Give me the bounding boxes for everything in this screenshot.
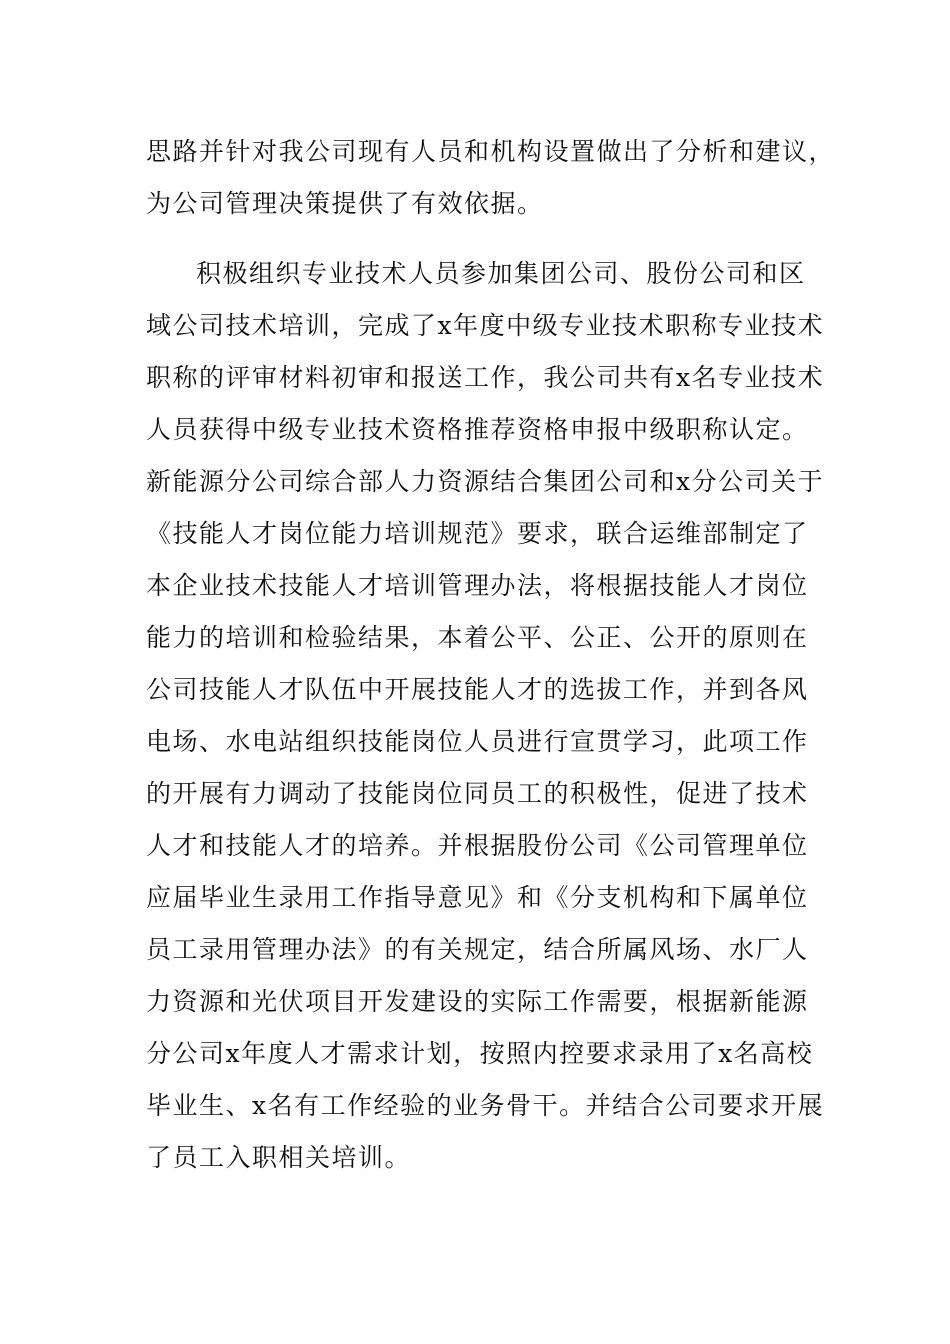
text-line: 能力的培训和检验结果，本着公平、公正、公开的原则在	[146, 623, 809, 652]
text-line: 力资源和光伏项目开发建设的实际工作需要，根据新能源	[146, 987, 809, 1016]
text-line: 的开展有力调动了技能岗位同员工的积极性，促进了技术	[146, 779, 809, 808]
text-line: 毕业生、x名有工作经验的业务骨干。并结合公司要求开展	[146, 1091, 825, 1120]
text-line: 新能源分公司综合部人力资源结合集团公司和x分公司关于	[146, 467, 825, 496]
text-line: 为公司管理决策提供了有效依据。	[146, 189, 544, 218]
text-line: 公司技能人才队伍中开展技能人才的选拔工作，并到各风	[146, 675, 809, 704]
text-line: 分公司x年度人才需求计划，按照内控要求录用了x名高校	[146, 1039, 814, 1068]
paragraph-spacer	[146, 230, 816, 248]
text-line: 职称的评审材料初审和报送工作，我公司共有x名专业技术	[146, 363, 825, 392]
text-line: 本企业技术技能人才培训管理办法，将根据技能人才岗位	[146, 571, 809, 600]
text-line: 人才和技能人才的培养。并根据股份公司《公司管理单位	[146, 831, 809, 860]
paragraph-1	[146, 126, 836, 230]
text-line: 了员工入职相关培训。	[146, 1143, 412, 1172]
text-line: 应届毕业生录用工作指导意见》和《分支机构和下属单位	[146, 883, 809, 912]
text-line: 员工录用管理办法》的有关规定，结合所属风场、水厂人	[146, 935, 809, 964]
text-line: 积极组织专业技术人员参加集团公司、股份公司和区	[196, 259, 806, 288]
text-line: 《技能人才岗位能力培训规范》要求，联合运维部制定了	[146, 519, 809, 548]
paragraph-2	[146, 248, 825, 1184]
text-line: 思路并针对我公司现有人员和机构设置做出了分析和建议，	[146, 137, 836, 166]
text-line: 域公司技术培训，完成了x年度中级专业技术职称专业技术	[146, 311, 825, 340]
body-text	[146, 126, 836, 1184]
text-line: 人员获得中级专业技术资格推荐资格申报中级职称认定。	[146, 415, 809, 444]
text-line: 电场、水电站组织技能岗位人员进行宣贯学习，此项工作	[146, 727, 809, 756]
